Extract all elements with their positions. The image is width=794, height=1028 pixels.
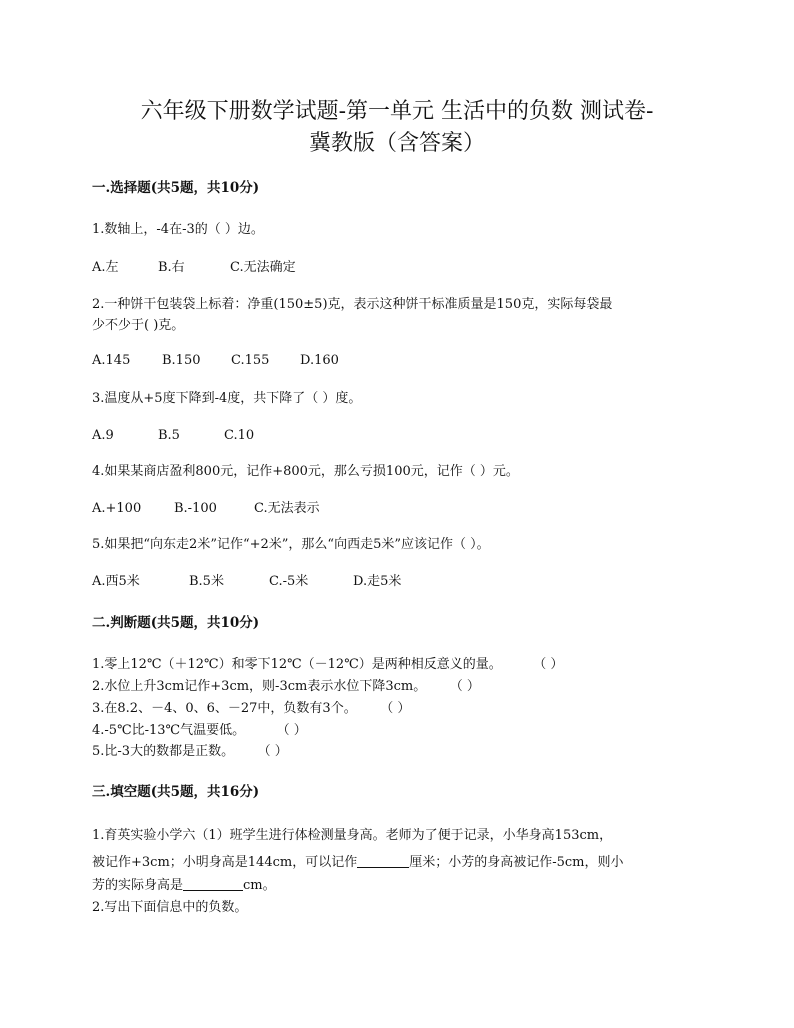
fill-question-1-line2 — [92, 853, 712, 873]
answer-paren: （ ） — [539, 657, 564, 672]
question-2-stem-line1: 2.一种饼干包装袋上标着：净重(150±5)克，表示这种饼干标准质量是150克，实际每袋最 — [92, 297, 613, 312]
question-5-stem: 5.如果把“向东走2米”记作“+2米”，那么“向西走5米”应该记作（ ）。 — [92, 537, 490, 552]
option: A.9 — [92, 428, 114, 443]
tf-question-stem: 1.零上12℃（＋12℃）和零下12℃（－12℃）是两种相反意义的量。 — [92, 657, 502, 672]
answer-paren: （ ） — [386, 701, 411, 716]
fill-question-2: 2.写出下面信息中的负数。 — [92, 900, 248, 915]
question-3-stem: 3.温度从+5度下降到-4度，共下降了（ ）度。 — [92, 391, 362, 406]
fill-question-1-line3 — [92, 876, 712, 896]
tf-question-2 — [92, 677, 712, 697]
tf-question-4 — [92, 721, 712, 741]
option: B.150 — [162, 353, 201, 368]
option: A.+100 — [92, 501, 142, 516]
text-segment: 芳的实际身高是 — [92, 878, 184, 893]
option: D.160 — [300, 353, 339, 368]
option: B.5 — [158, 428, 180, 443]
tf-question-5 — [92, 742, 712, 762]
tf-question-3 — [92, 699, 712, 719]
question-3-options — [92, 426, 712, 446]
text-segment: cm。 — [243, 878, 276, 893]
option: A.左 — [92, 260, 119, 275]
tf-question-1 — [92, 655, 712, 675]
section-heading-choice: 一.选择题(共5题，共10分) — [92, 180, 260, 196]
answer-paren: （ ） — [456, 679, 480, 694]
tf-question-stem: 5.比-3大的数都是正数。 — [92, 744, 235, 759]
tf-question-stem: 4.-5℃比-13℃气温要低。 — [92, 723, 246, 738]
question-1-stem: 1.数轴上，-4在-3的（ ）边。 — [92, 222, 264, 237]
option: C.无法表示 — [254, 501, 320, 516]
option: A.西5米 — [92, 574, 140, 589]
text-segment: 被记作+3cm；小明身高是144cm，可以记作 — [92, 855, 358, 870]
option: A.145 — [92, 353, 131, 368]
tf-question-stem: 3.在8.2、－4、0、6、－27中，负数有3个。 — [92, 701, 357, 716]
question-5-options — [92, 572, 712, 592]
option: C.-5米 — [269, 574, 309, 589]
section-heading-fill-in: 三.填空题(共5题，共16分) — [92, 784, 260, 800]
fill-question-1-line1: 1.育英实验小学六（1）班学生进行体检测量身高。老师为了便于记录，小华身高153cm， — [92, 828, 613, 843]
doc-title-line2: 冀教版（含答案） — [308, 131, 485, 156]
section-heading-true-false: 二.判断题(共5题，共10分) — [92, 615, 260, 631]
question-1-options — [92, 258, 712, 278]
option: D.走5米 — [353, 574, 402, 589]
answer-blank[interactable] — [357, 853, 409, 868]
option: C.无法确定 — [230, 260, 296, 275]
question-2-stem-line2: 少不少于( )克。 — [92, 318, 185, 333]
option: B.-100 — [174, 501, 217, 516]
answer-blank[interactable] — [183, 876, 243, 891]
question-4-stem: 4.如果某商店盈利800元，记作+800元，那么亏损100元，记作（ ）元。 — [92, 464, 519, 479]
tf-question-stem: 2.水位上升3cm记作+3cm，则-3cm表示水位下降3cm。 — [92, 679, 427, 694]
answer-paren: （ ） — [283, 723, 307, 738]
doc-title-line1: 六年级下册数学试题-第一单元 生活中的负数 测试卷- — [140, 99, 654, 124]
option: B.5米 — [189, 574, 224, 589]
option: C.155 — [231, 353, 270, 368]
option: B.右 — [158, 260, 185, 275]
text-segment: 厘米；小芳的身高被记作-5cm，则小 — [409, 855, 624, 870]
question-4-options — [92, 499, 712, 519]
question-2-options — [92, 351, 712, 371]
answer-paren: （ ） — [264, 744, 288, 759]
option: C.10 — [224, 428, 255, 443]
